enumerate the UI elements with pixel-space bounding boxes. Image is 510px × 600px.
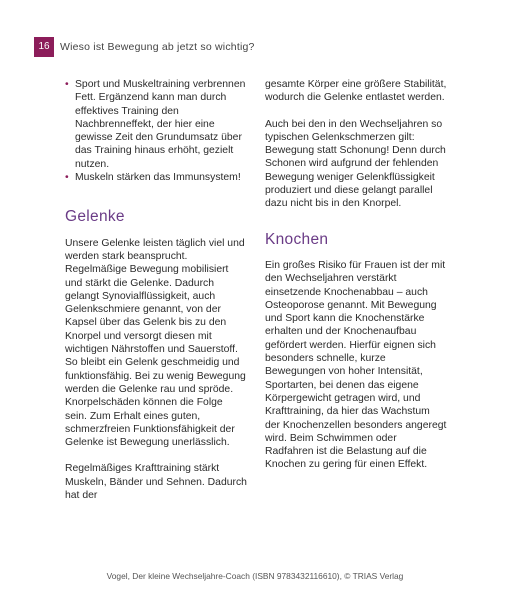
paragraph: Auch bei den in den Wechseljahren so typischen Gelenkschmerzen gilt: Bewegung statt Schonung! Denn durch Schonen wird aufgrund der fehlenden Bewegung weniger Gelenkflüssigkeit produziert und diese gelangt parallel dazu nicht bis in den Knorpel. [265,118,446,210]
bullet-text: Muskeln stärken das Immunsystem! [75,172,241,184]
running-head: Wieso ist Bewegung ab jetzt so wichtig? [60,41,255,53]
bullet-list [65,78,247,184]
paragraph: Regelmäßiges Krafttraining stärkt Muskeln, Bänder und Sehnen. Dadurch hat der [65,463,247,502]
paragraph: gesamte Körper eine größere Stabilität, wodurch die Gelenke entlastet werden. [265,79,447,104]
right-column [265,78,447,485]
page-footer: Vogel, Der kleine Wechseljahre-Coach (ISBN 9783432116610), © TRIAS Verlag [106,571,404,581]
page-number: 16 [34,37,54,57]
paragraph: Ein großes Risiko für Frauen ist der mit den Wechseljahren verstärkt einsetzende Knochenabbau – auch Osteoporose genannt. Mit Bewegung und Sport kann die Knochenstärke erhalten und der Knochenaufbau gefördert werden. Hierfür eignen sich besonders schnelle, kurze Bewegungen von hoher Intensität, Sportarten, bei denen das eigene Körpergewicht getragen wird, und Krafttraining, da hier das Wachstum der Knochenzellen besonders angeregt wird. Beim Schwimmen oder Radfahren ist die Belastung auf die Knochen zu gering für einen Effekt. [265,259,447,471]
list-item [65,171,247,184]
section-heading-gelenke: Gelenke [65,208,125,226]
bullet-icon: • [65,172,69,184]
list-item [65,78,247,171]
paragraph: Unsere Gelenke leisten täglich viel und werden stark beansprucht. Regelmäßige Bewegung mobilisiert und stärkt die Gelenke. Dadurch gelangt Synovialflüssigkeit, auch Gelenkschmiere genannt, von der Kapsel über das Gelenk bis zu den Knorpel und versorgt diesen mit wichtigen Nährstoffen und Sauerstoff. So bleibt ein Gelenk geschmeidig und funktionsfähig. Bei zu wenig Bewegung werden die Gelenke rau und spröde. Knorpelschäden können die Folge sein. Zum Erhalt eines guten, schmerzfreien Funktionsfähigkeit der Gelenke ist Bewegung unerlässlich. [65,237,246,449]
bullet-text: Sport und Muskeltraining verbrennen Fett. Ergänzend kann man durch effektives Training den Nachbrenneffekt, der hier eine gewisse Zeit den Grundumsatz über das Training hinaus erhöht, gezielt nutzen. [75,79,246,170]
bullet-icon: • [65,79,69,90]
left-column [65,78,247,515]
section-heading-knochen: Knochen [265,230,329,248]
